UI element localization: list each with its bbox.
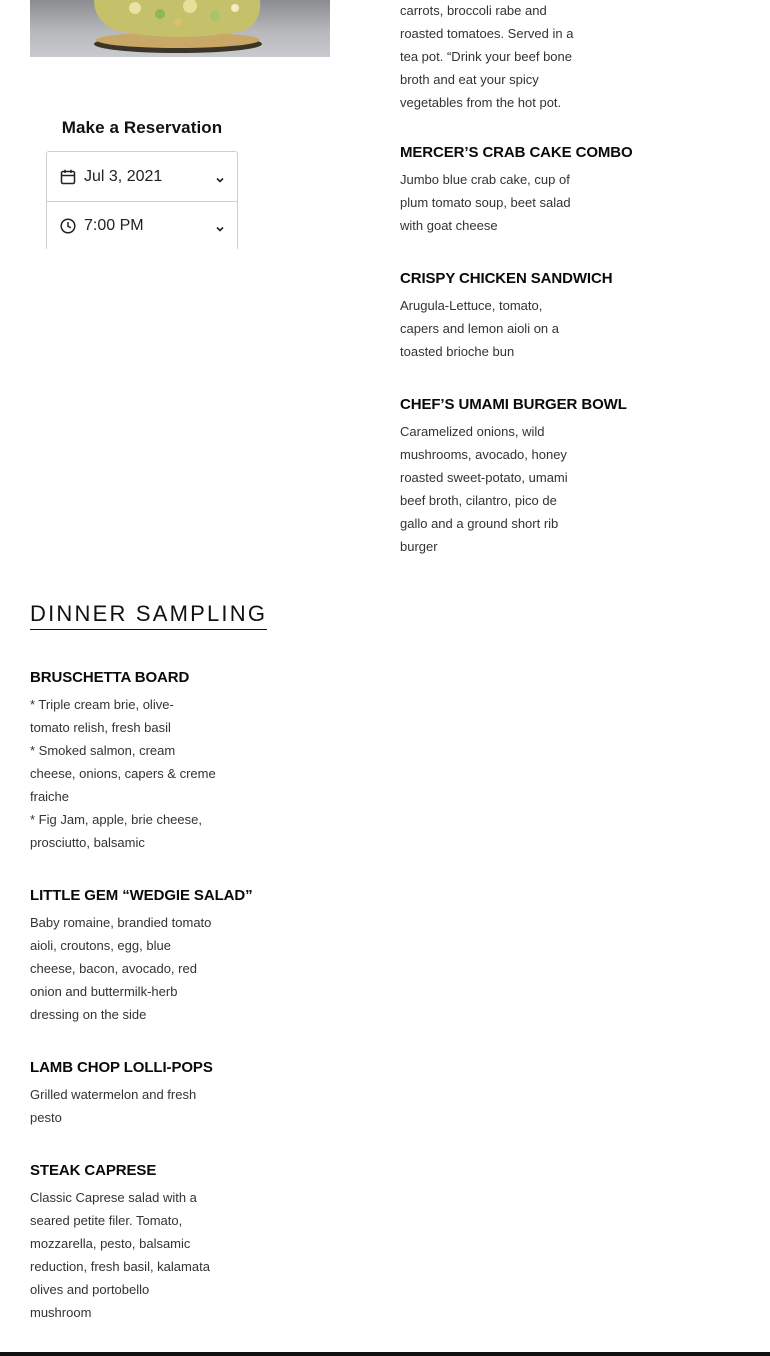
description-line: * Smoked salmon, cream — [30, 743, 176, 758]
reservation-widget — [46, 118, 238, 249]
clock-icon — [60, 218, 76, 234]
description-line: prosciutto, balsamic — [30, 835, 145, 850]
chevron-down-icon — [215, 221, 225, 231]
description-line: olives and portobello — [30, 1282, 150, 1297]
description-line: seared petite filer. Tomato, — [30, 1213, 183, 1228]
menu-item — [30, 669, 230, 854]
menu-item-title: BRUSCHETTA BOARD — [30, 669, 190, 686]
menu-item-title: LAMB CHOP LOLLI-POPS — [30, 1059, 213, 1076]
reservation-title: Make a Reservation — [61, 118, 223, 137]
description-line: roasted sweet-potato, umami — [400, 470, 568, 485]
description-line: mushrooms, avocado, honey — [400, 447, 567, 462]
menu-item-description — [30, 911, 230, 1026]
description-line: mozzarella, pesto, balsamic — [30, 1236, 191, 1251]
description-line: gallo and a ground short rib — [400, 516, 559, 531]
menu-item-description — [400, 294, 600, 363]
description-line: * Triple cream brie, olive- — [30, 697, 174, 712]
time-value: 7:00 PM — [84, 216, 144, 234]
footer-divider — [0, 1352, 770, 1356]
description-line: vegetables from the hot pot. — [400, 95, 562, 110]
description-line: reduction, fresh basil, kalamata — [30, 1259, 210, 1274]
description-line: with goat cheese — [400, 218, 498, 233]
date-picker[interactable] — [47, 152, 237, 201]
description-line: aioli, croutons, egg, blue — [30, 938, 171, 953]
description-line: tomato relish, fresh basil — [30, 720, 171, 735]
description-line: burger — [400, 539, 438, 554]
menu-item-description — [400, 420, 600, 558]
description-line: Grilled watermelon and fresh — [30, 1087, 197, 1102]
menu-item-title: STEAK CAPRESE — [30, 1162, 157, 1179]
menu-item — [30, 1059, 230, 1129]
menu-item — [30, 887, 253, 1026]
description-line: Classic Caprese salad with a — [30, 1190, 197, 1205]
menu-item-title: CHEF’S UMAMI BURGER BOWL — [400, 396, 627, 413]
food-photo — [30, 0, 330, 57]
menu-item — [400, 270, 612, 363]
description-line: Arugula-Lettuce, tomato, — [400, 298, 543, 313]
chevron-down-icon — [215, 172, 225, 182]
menu-item-description — [30, 1186, 230, 1324]
description-line: pesto — [30, 1110, 62, 1125]
description-line: roasted tomatoes. Served in a — [400, 26, 574, 41]
description-line: capers and lemon aioli on a — [400, 321, 559, 336]
food-photo-illustration — [30, 0, 330, 57]
description-line: Jumbo blue crab cake, cup of — [400, 172, 570, 187]
menu-item-description — [30, 693, 230, 854]
description-line: cheese, bacon, avocado, red — [30, 961, 197, 976]
time-picker[interactable] — [47, 201, 237, 249]
menu-item-title: LITTLE GEM “WEDGIE SALAD” — [30, 887, 253, 904]
description-line: plum tomato soup, beet salad — [400, 195, 571, 210]
description-line: broth and eat your spicy — [400, 72, 539, 87]
menu-item-description — [30, 1083, 230, 1129]
section-title: DINNER SAMPLING — [30, 600, 267, 630]
menu-item-title: CRISPY CHICKEN SANDWICH — [400, 270, 613, 287]
menu-item-title: MERCER’S CRAB CAKE COMBO — [400, 144, 633, 161]
description-line: Baby romaine, brandied tomato — [30, 915, 212, 930]
description-line: mushroom — [30, 1305, 92, 1320]
description-line: tea pot. “Drink your beef bone — [400, 49, 572, 64]
calendar-icon — [60, 169, 76, 185]
menu-item — [400, 396, 627, 558]
menu-item — [400, 144, 633, 237]
description-line: beef broth, cilantro, pico de — [400, 493, 557, 508]
description-line: cheese, onions, capers & creme — [30, 766, 216, 781]
date-value: Jul 3, 2021 — [84, 167, 163, 185]
description-line: Caramelized onions, wild — [400, 424, 545, 439]
description-line: carrots, broccoli rabe and — [400, 3, 547, 18]
reservation-form — [46, 151, 238, 249]
menu-item-description — [400, 168, 600, 237]
description-line: * Fig Jam, apple, brie cheese, — [30, 812, 202, 827]
description-line: onion and buttermilk-herb — [30, 984, 178, 999]
menu-item — [30, 1162, 230, 1324]
description-line: dressing on the side — [30, 1007, 147, 1022]
description-line: toasted brioche bun — [400, 344, 515, 359]
description-line: fraiche — [30, 789, 70, 804]
partial-menu-description — [400, 0, 600, 114]
